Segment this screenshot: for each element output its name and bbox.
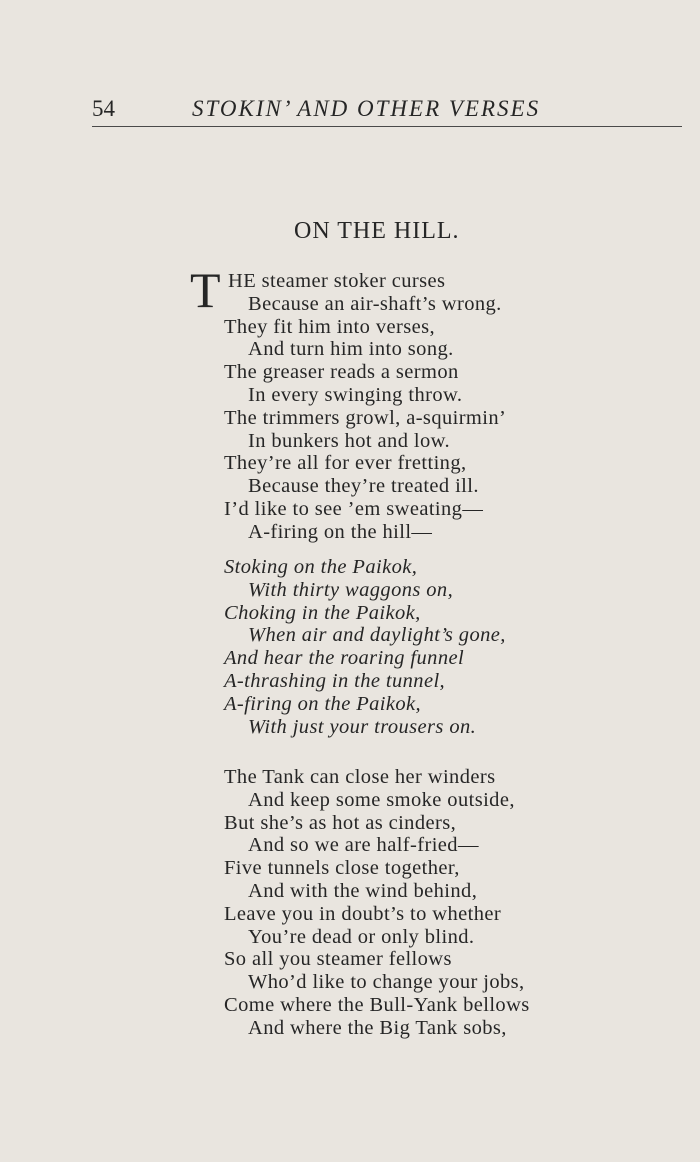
verse-line: Choking in the Paikok, xyxy=(224,601,421,624)
verse-line: Because they’re treated ill. xyxy=(248,475,479,498)
verse-line: A-thrashing in the tunnel, xyxy=(224,669,446,692)
verse-line: Come where the Bull-Yank bellows xyxy=(224,993,530,1016)
verse-line: With just your trousers on. xyxy=(248,715,477,738)
verse-line: And hear the roaring funnel xyxy=(224,647,465,670)
chorus xyxy=(224,556,664,738)
verse-line: A-firing on the hill— xyxy=(248,520,433,543)
verse-line: The trimmers growl, a-squirmin’ xyxy=(224,406,507,429)
verse-line: Stoking on the Paikok, xyxy=(224,556,418,578)
verse-line: So all you steamer fellows xyxy=(224,948,452,971)
verse-line: They’re all for ever fretting, xyxy=(224,452,467,475)
verse-line: HE steamer stoker curses xyxy=(228,270,446,292)
page-number: 54 xyxy=(92,96,115,121)
verse-line: And turn him into song. xyxy=(248,338,454,361)
drop-cap: T xyxy=(190,262,221,318)
stanza-1 xyxy=(224,270,664,544)
verse-line: The greaser reads a sermon xyxy=(224,361,459,384)
verse-line: The Tank can close her winders xyxy=(224,766,496,788)
verse-line: And keep some smoke outside, xyxy=(248,788,515,811)
verse-line: With thirty waggons on, xyxy=(248,578,454,601)
verse-line: You’re dead or only blind. xyxy=(248,925,475,948)
verse-line: And so we are half-fried— xyxy=(248,834,479,857)
verse-line: And with the wind behind, xyxy=(248,879,478,902)
running-title: STOKIN’ AND OTHER VERSES xyxy=(192,96,541,121)
stanza-2 xyxy=(224,766,664,1040)
verse-line: Because an air-shaft’s wrong. xyxy=(248,292,502,315)
verse-line: In bunkers hot and low. xyxy=(248,429,451,452)
verse-line: Five tunnels close together, xyxy=(224,857,460,880)
verse-line: Who’d like to change your jobs, xyxy=(248,971,525,994)
verse-line: When air and daylight’s gone, xyxy=(248,624,506,647)
verse-line: A-firing on the Paikok, xyxy=(224,692,422,715)
page-header xyxy=(92,96,612,126)
verse-line: In every swinging throw. xyxy=(248,383,463,406)
verse-line: But she’s as hot as cinders, xyxy=(224,811,457,834)
verse-line: And where the Big Tank sobs, xyxy=(248,1016,507,1039)
verse-line: They fit him into verses, xyxy=(224,315,435,338)
poem-title: ON THE HILL. xyxy=(294,218,460,244)
header-rule xyxy=(92,126,682,127)
verse-line: Leave you in doubt’s to whether xyxy=(224,902,502,925)
verse-line: I’d like to see ’em sweating— xyxy=(224,497,484,520)
